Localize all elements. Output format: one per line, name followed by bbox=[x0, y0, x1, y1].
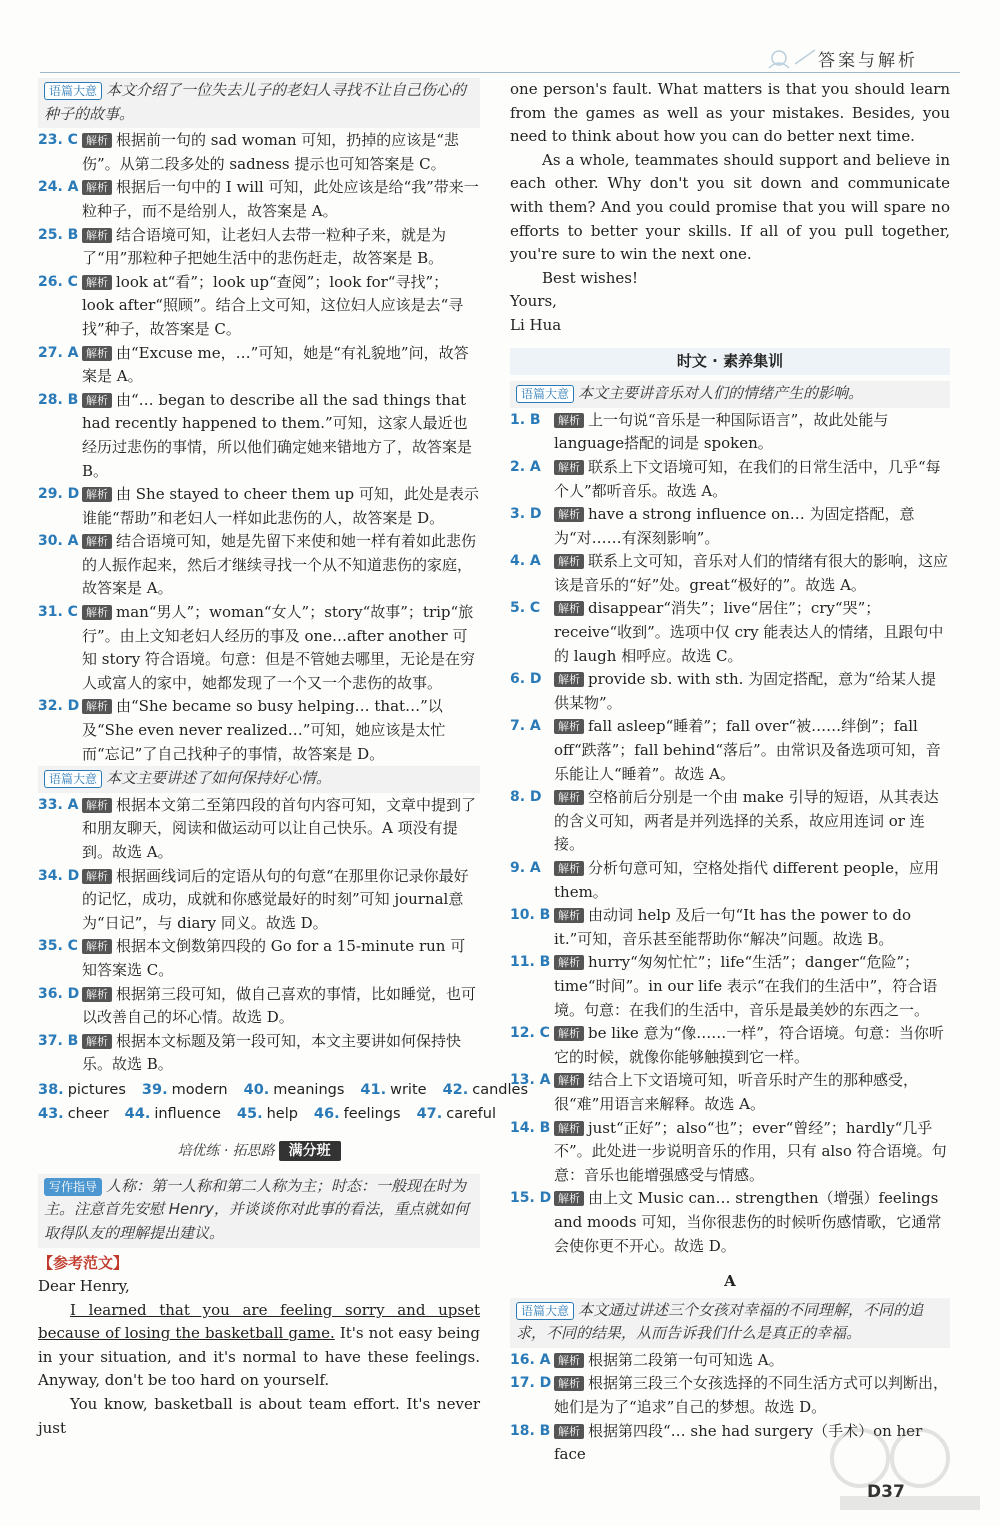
answer-item bbox=[38, 865, 480, 936]
answer-item bbox=[38, 794, 480, 865]
summary-text: 本文介绍了一位失去儿子的老妇人寻找不让自己伤心的种子的故事。 bbox=[44, 81, 467, 123]
answer-item bbox=[38, 389, 480, 483]
letter-paragraph-3: As a whole, teammates should support and believe in each other. Why don't you sit down and communicate with them? And you could promise that you will spare no efforts to better your skills. If all of you pull together, you're sure to win the next one. bbox=[510, 150, 950, 264]
analysis-tag: 解析 bbox=[554, 908, 584, 923]
answer-number: 1. B bbox=[510, 411, 541, 428]
summary-box bbox=[510, 1298, 950, 1348]
answer-number: 16. A bbox=[510, 1351, 551, 1368]
part-label: A bbox=[724, 1272, 736, 1291]
header-rule bbox=[40, 72, 960, 73]
answer-item bbox=[510, 1372, 950, 1419]
analysis-tag: 解析 bbox=[554, 790, 584, 805]
answer-item bbox=[510, 1349, 950, 1373]
answer-number: 34. D bbox=[38, 867, 80, 884]
answer-number: 32. D bbox=[38, 698, 80, 715]
answer-item bbox=[38, 176, 480, 223]
answer-item bbox=[510, 1187, 950, 1258]
analysis-tag: 解析 bbox=[554, 1376, 584, 1391]
answer-item bbox=[510, 597, 950, 668]
answer-explanation: 结合语境可知，让老妇人去带一粒种子来，就是为了“用”那粒种子把她生活中的悲伤赶走，故答案是 B。 bbox=[82, 225, 447, 268]
letter-paragraph-1 bbox=[38, 1299, 480, 1393]
analysis-tag: 解析 bbox=[82, 228, 112, 243]
answer-item bbox=[38, 935, 480, 982]
section-banner bbox=[38, 1140, 480, 1164]
answer-explanation: just“正好”；also“也”；ever“曾经”；hardly“几乎不”。此处进一步说明音乐的作用，只有 also 符合语境。句意：音乐也能增强感受与情感。 bbox=[554, 1118, 947, 1184]
answer-explanation: 根据本文倒数第四段的 Go for a 15-minute run 可知答案选 C。 bbox=[82, 937, 466, 979]
answer-number: 6. D bbox=[510, 671, 542, 688]
answer-number: 10. B bbox=[510, 907, 551, 924]
answer-explanation: 空格前后分别是一个由 make 引导的短语，从其表达的含义可知，两者是并列选择的关系，故应用连词 or 连接。 bbox=[554, 788, 939, 854]
fill-number: 44. bbox=[124, 1105, 151, 1122]
header-decoration-icon bbox=[765, 44, 820, 70]
analysis-tag: 解析 bbox=[82, 987, 112, 1002]
letter-underlined-sentence: I learned that you are feeling sorry and upset because of losing the basketball game. bbox=[38, 1300, 480, 1343]
answer-item bbox=[510, 1069, 950, 1116]
answer-explanation: be like 意为“像……一样”，符合语境。句意：当你听它的时候，就像你能够触摸到它一样。 bbox=[554, 1024, 944, 1066]
answer-explanation: 根据后一句中的 I will 可知，此处应该是给“我”带来一粒种子，而不是给别人，故答案是 A。 bbox=[82, 178, 479, 220]
analysis-tag: 解析 bbox=[82, 798, 112, 813]
banner-right: 满分班 bbox=[279, 1141, 341, 1161]
answer-list-2 bbox=[38, 794, 480, 1077]
fill-number: 47. bbox=[416, 1105, 443, 1122]
answer-number: 12. C bbox=[510, 1025, 550, 1042]
answer-number: 28. B bbox=[38, 391, 79, 408]
letter-p1-rest: It's not easy being in your situation, and it's normal to have these feelings. Anyway, don't be too hard on yourself. bbox=[38, 1324, 480, 1390]
fill-word: feelings bbox=[343, 1105, 401, 1122]
answer-explanation: provide sb. with sth. 为固定搭配，意为“给某人提供某物”。 bbox=[554, 670, 936, 712]
letter-salutation: Dear Henry, bbox=[38, 1277, 130, 1296]
writing-hint-text: 人称：第一人称和第二人称为主；时态：一般现在时为主。注意首先安慰 Henry，并谈谈你对此事的看法，重点就如何取得队友的理解提出建议。 bbox=[44, 1176, 469, 1242]
summary-text: 本文通过讲述三个女孩对幸福的不同理解，不同的追求，不同的结果，从而告诉我们什么是真正的幸福。 bbox=[516, 1300, 924, 1343]
page-number: D37 bbox=[867, 1482, 905, 1502]
model-letter-continued bbox=[510, 78, 950, 338]
answer-explanation: 由动词 help 及后一句“It has the power to do it.”可知，音乐甚至能帮助你“解决”问题。故选 B。 bbox=[554, 906, 912, 948]
answer-item bbox=[38, 342, 480, 389]
analysis-tag: 解析 bbox=[82, 275, 112, 290]
answer-explanation: 根据第三段三个女孩选择的不同生活方式可以判断出，她们是为了“追求”自己的梦想。故选 D。 bbox=[554, 1374, 949, 1417]
answer-explanation: 结合语境可知，她是先留下来使和她一样有着如此悲伤的人振作起来，然后才继续寻找一个从不知道悲伤的家庭，故答案是 A。 bbox=[82, 532, 477, 598]
answer-explanation: disappear“消失”；live“居住”；cry“哭”；receive“收到”。选项中仅 cry 能表达人的情绪，且跟句中的 laugh 相呼应。故选 C。 bbox=[554, 599, 944, 665]
answer-item bbox=[38, 530, 480, 601]
fill-number: 40. bbox=[243, 1081, 270, 1098]
analysis-tag: 解析 bbox=[554, 460, 584, 475]
analysis-tag: 解析 bbox=[82, 180, 112, 195]
summary-tag: 语篇大意 bbox=[516, 1302, 574, 1320]
letter-yours: Yours, bbox=[510, 292, 557, 311]
analysis-tag: 解析 bbox=[554, 719, 584, 734]
analysis-tag: 解析 bbox=[554, 413, 584, 428]
answer-explanation: 根据第二段第一句可知选 A。 bbox=[588, 1350, 784, 1369]
answer-explanation: 根据本文第二至第四段的首句内容可知，文章中提到了和朋友聊天，阅读和做运动可以让自己快乐。A 项没有提到。故选 A。 bbox=[82, 795, 477, 861]
analysis-tag: 解析 bbox=[82, 1034, 112, 1049]
fill-number: 38. bbox=[38, 1081, 64, 1098]
answer-number: 33. A bbox=[38, 796, 79, 813]
fill-number: 42. bbox=[442, 1081, 469, 1098]
answer-explanation: 根据前一句的 sad woman 可知，扔掉的应该是“悲伤”。从第二段多处的 sadness 提示也可知答案是 C。 bbox=[82, 131, 459, 173]
answer-explanation: have a strong influence on… 为固定搭配，意为“对……有深刻影响”。 bbox=[554, 505, 915, 547]
answer-explanation: 由“Excuse me，…”可知，她是“有礼貌地”问，故答案是 A。 bbox=[82, 343, 469, 386]
fill-number: 45. bbox=[236, 1105, 263, 1122]
answer-number: 9. A bbox=[510, 860, 541, 876]
banner-left: 培优练 · 拓思路 bbox=[177, 1143, 275, 1160]
answer-number: 29. D bbox=[38, 486, 80, 503]
answer-list-1 bbox=[38, 129, 480, 766]
reference-label: 【参考范文】 bbox=[38, 1253, 129, 1272]
answer-explanation: 根据第四段“… she had surgery（手术）on her face bbox=[554, 1421, 923, 1464]
fill-word: influence bbox=[154, 1105, 221, 1122]
analysis-tag: 解析 bbox=[82, 487, 112, 502]
answer-item bbox=[38, 601, 480, 695]
answer-item bbox=[510, 904, 950, 951]
watermark-logo-icon bbox=[820, 1418, 990, 1518]
answer-list-3 bbox=[510, 409, 950, 1258]
answer-item bbox=[510, 668, 950, 715]
analysis-tag: 解析 bbox=[554, 1191, 584, 1206]
fill-row bbox=[38, 1103, 496, 1127]
answer-number: 5. C bbox=[510, 600, 541, 617]
letter-paragraph-2-cont: one person's fault. What matters is that you should learn from the games as well as your mistakes. Besides, you need to think about how you can do better next time. bbox=[510, 80, 950, 146]
fill-number: 39. bbox=[141, 1081, 168, 1098]
analysis-tag: 解析 bbox=[554, 1424, 584, 1439]
answer-number: 25. B bbox=[38, 226, 79, 243]
writing-hint-box bbox=[38, 1174, 480, 1248]
answer-item bbox=[510, 1022, 950, 1069]
answer-explanation: 结合上下文语境可知，听音乐时产生的那种感受，很“难”用语言来解释。故选 A。 bbox=[554, 1071, 919, 1113]
analysis-tag: 解析 bbox=[82, 939, 112, 954]
answer-item bbox=[38, 983, 480, 1030]
analysis-tag: 解析 bbox=[82, 605, 112, 620]
answer-explanation: look at“看”；look up“查阅”；look for“寻找”；look after“照顾”。结合上文可知，这位妇人应该是去“寻找”种子，故答案是 C。 bbox=[82, 272, 464, 338]
writing-hint-tag: 写作指导 bbox=[44, 1178, 102, 1196]
answer-item bbox=[510, 456, 950, 503]
answer-number: 23. C bbox=[38, 132, 78, 149]
answer-number: 27. A bbox=[38, 344, 79, 361]
answer-number: 18. B bbox=[510, 1422, 551, 1439]
analysis-tag: 解析 bbox=[82, 346, 112, 361]
summary-box bbox=[38, 766, 480, 793]
fill-word: modern bbox=[171, 1081, 228, 1098]
model-letter bbox=[38, 1275, 480, 1440]
fill-number: 46. bbox=[313, 1105, 340, 1122]
answer-explanation: hurry“匆匆忙忙”；life“生活”；danger“危险”；time“时间”。in our life 表示“在我们的生活中”，符合语境。句意：在我们的生活中，音乐是最美妙的东西之一。 bbox=[554, 953, 938, 1019]
analysis-tag: 解析 bbox=[554, 554, 584, 569]
fill-row bbox=[38, 1079, 529, 1103]
fill-word: meanings bbox=[273, 1081, 345, 1098]
analysis-tag: 解析 bbox=[82, 699, 112, 714]
summary-text: 本文主要讲音乐对人们的情绪产生的影响。 bbox=[578, 384, 864, 403]
analysis-tag: 解析 bbox=[82, 133, 112, 148]
fill-number: 43. bbox=[38, 1105, 64, 1122]
analysis-tag: 解析 bbox=[554, 861, 584, 876]
answer-number: 37. B bbox=[38, 1032, 79, 1049]
answer-explanation: 联系上下文语境可知，在我们的日常生活中，几乎“每个人”都听音乐。故选 A。 bbox=[554, 457, 941, 500]
answer-number: 8. D bbox=[510, 789, 542, 806]
answer-explanation: 根据画线词后的定语从句的句意“在那里你记录你最好的记忆，成功，成就和你感觉最好的时刻”可知 journal意为“日记”，与 diary 同义。故选 D。 bbox=[82, 866, 469, 932]
answer-explanation: 由“She became so busy helping… that…”以及“She even never realized…”可知，她应该是太忙而“忘记”了自己找种子的事情，故答案是 D。 bbox=[82, 697, 446, 763]
fill-word: cheer bbox=[67, 1105, 109, 1122]
analysis-tag: 解析 bbox=[554, 1353, 584, 1368]
analysis-tag: 解析 bbox=[554, 955, 584, 970]
fill-word: write bbox=[390, 1081, 427, 1098]
letter-signature: Li Hua bbox=[510, 315, 562, 334]
analysis-tag: 解析 bbox=[82, 534, 112, 549]
answer-number: 15. D bbox=[510, 1190, 552, 1207]
summary-tag: 语篇大意 bbox=[44, 770, 102, 788]
answer-explanation: 分析句意可知，空格处指代 different people，应用 them。 bbox=[554, 859, 939, 901]
answer-explanation: 由 She stayed to cheer them up 可知，此处是表示谁能“帮助”和老妇人一样如此悲伤的人，故答案是 D。 bbox=[82, 485, 479, 527]
answer-item bbox=[510, 786, 950, 857]
header-title: 答案与解析 bbox=[818, 51, 918, 71]
answer-item bbox=[510, 409, 950, 456]
answer-item bbox=[38, 483, 480, 530]
answer-item bbox=[38, 1030, 480, 1077]
summary-box bbox=[38, 78, 480, 128]
answer-item bbox=[38, 271, 480, 342]
answer-number: 31. C bbox=[38, 604, 78, 621]
answer-number: 14. B bbox=[510, 1119, 551, 1136]
answer-item bbox=[510, 1117, 950, 1188]
analysis-tag: 解析 bbox=[554, 1026, 584, 1041]
fill-number: 41. bbox=[360, 1081, 387, 1098]
answer-item bbox=[510, 857, 950, 904]
summary-tag: 语篇大意 bbox=[44, 82, 102, 100]
answer-item bbox=[38, 129, 480, 176]
fill-word: candles bbox=[472, 1081, 529, 1098]
answer-item bbox=[510, 715, 950, 786]
answer-number: 24. A bbox=[38, 179, 79, 196]
answer-number: 4. A bbox=[510, 553, 541, 570]
letter-paragraph-2: You know, basketball is about team effort. It's never just bbox=[38, 1395, 480, 1437]
summary-tag: 语篇大意 bbox=[516, 385, 574, 403]
answer-explanation: 根据第三段可知，做自己喜欢的事情，比如睡觉，也可以改善自己的坏心情。故选 D。 bbox=[82, 984, 477, 1027]
fill-in-answers bbox=[38, 1079, 529, 1126]
analysis-tag: 解析 bbox=[82, 393, 112, 408]
answer-explanation: 根据本文标题及第一段可知，本文主要讲如何保持快乐。故选 B。 bbox=[82, 1031, 462, 1074]
answer-explanation: 由上文 Music can… strengthen（增强）feelings and moods 可知，当你很悲伤的时候听伤感情歌，它通常会使你更不开心。故选 D。 bbox=[554, 1189, 942, 1255]
answer-number: 30. A bbox=[38, 533, 79, 550]
analysis-tag: 解析 bbox=[554, 672, 584, 687]
analysis-tag: 解析 bbox=[554, 1073, 584, 1088]
section-title: 时文 · 素养集训 bbox=[510, 348, 950, 376]
letter-closing: Best wishes! bbox=[542, 268, 638, 287]
analysis-tag: 解析 bbox=[554, 601, 584, 616]
answer-item bbox=[38, 224, 480, 271]
answer-number: 17. D bbox=[510, 1375, 552, 1392]
analysis-tag: 解析 bbox=[82, 869, 112, 884]
summary-box bbox=[510, 381, 950, 408]
answer-number: 11. B bbox=[510, 954, 551, 971]
right-column bbox=[510, 78, 950, 1467]
answer-item bbox=[38, 695, 480, 766]
page-header bbox=[0, 0, 1000, 70]
answer-number: 26. C bbox=[38, 273, 78, 290]
answer-explanation: man“男人”；woman“女人”；story“故事”；trip“旅行”。由上文知老妇人经历的事及 one…after another 可知 story 符合语境。句意：但是不管她去哪里，无论是在穷人或富人的家中，她都发现了一个又一个悲伤的故事。 bbox=[82, 603, 475, 692]
analysis-tag: 解析 bbox=[554, 1121, 584, 1136]
answer-number: 13. A bbox=[510, 1072, 551, 1089]
answer-item bbox=[510, 503, 950, 550]
answer-number: 35. C bbox=[38, 938, 78, 955]
answer-explanation: 联系上文可知，音乐对人们的情绪有很大的影响，这应该是音乐的“好”处。great“极好的”。故选 A。 bbox=[554, 552, 949, 594]
fill-word: pictures bbox=[67, 1081, 126, 1098]
answer-explanation: 由“… began to describe all the sad things that had recently happened to them.”可知，这家人最近也经历过悲伤的事情，所以他们确定她来错地方了，故答案是 B。 bbox=[82, 390, 473, 480]
answer-explanation: fall asleep“睡着”；fall over“被……绊倒”；fall off“跌落”；fall behind“落后”。由常识及备选项可知，音乐能让人“睡着”。故选 A。 bbox=[554, 717, 941, 783]
summary-text: 本文主要讲述了如何保持好心情。 bbox=[106, 769, 332, 788]
answer-explanation: 上一句说“音乐是一种国际语言”，故此处能与 language搭配的词是 spoken。 bbox=[554, 410, 889, 453]
fill-word: help bbox=[266, 1105, 298, 1122]
answer-number: 2. A bbox=[510, 458, 541, 475]
fill-word: careful bbox=[446, 1105, 496, 1122]
answer-item bbox=[510, 550, 950, 597]
answer-number: 36. D bbox=[38, 985, 80, 1002]
answer-number: 3. D bbox=[510, 506, 542, 523]
answer-number: 7. A bbox=[510, 718, 541, 735]
answer-item bbox=[510, 951, 950, 1022]
analysis-tag: 解析 bbox=[554, 507, 584, 522]
